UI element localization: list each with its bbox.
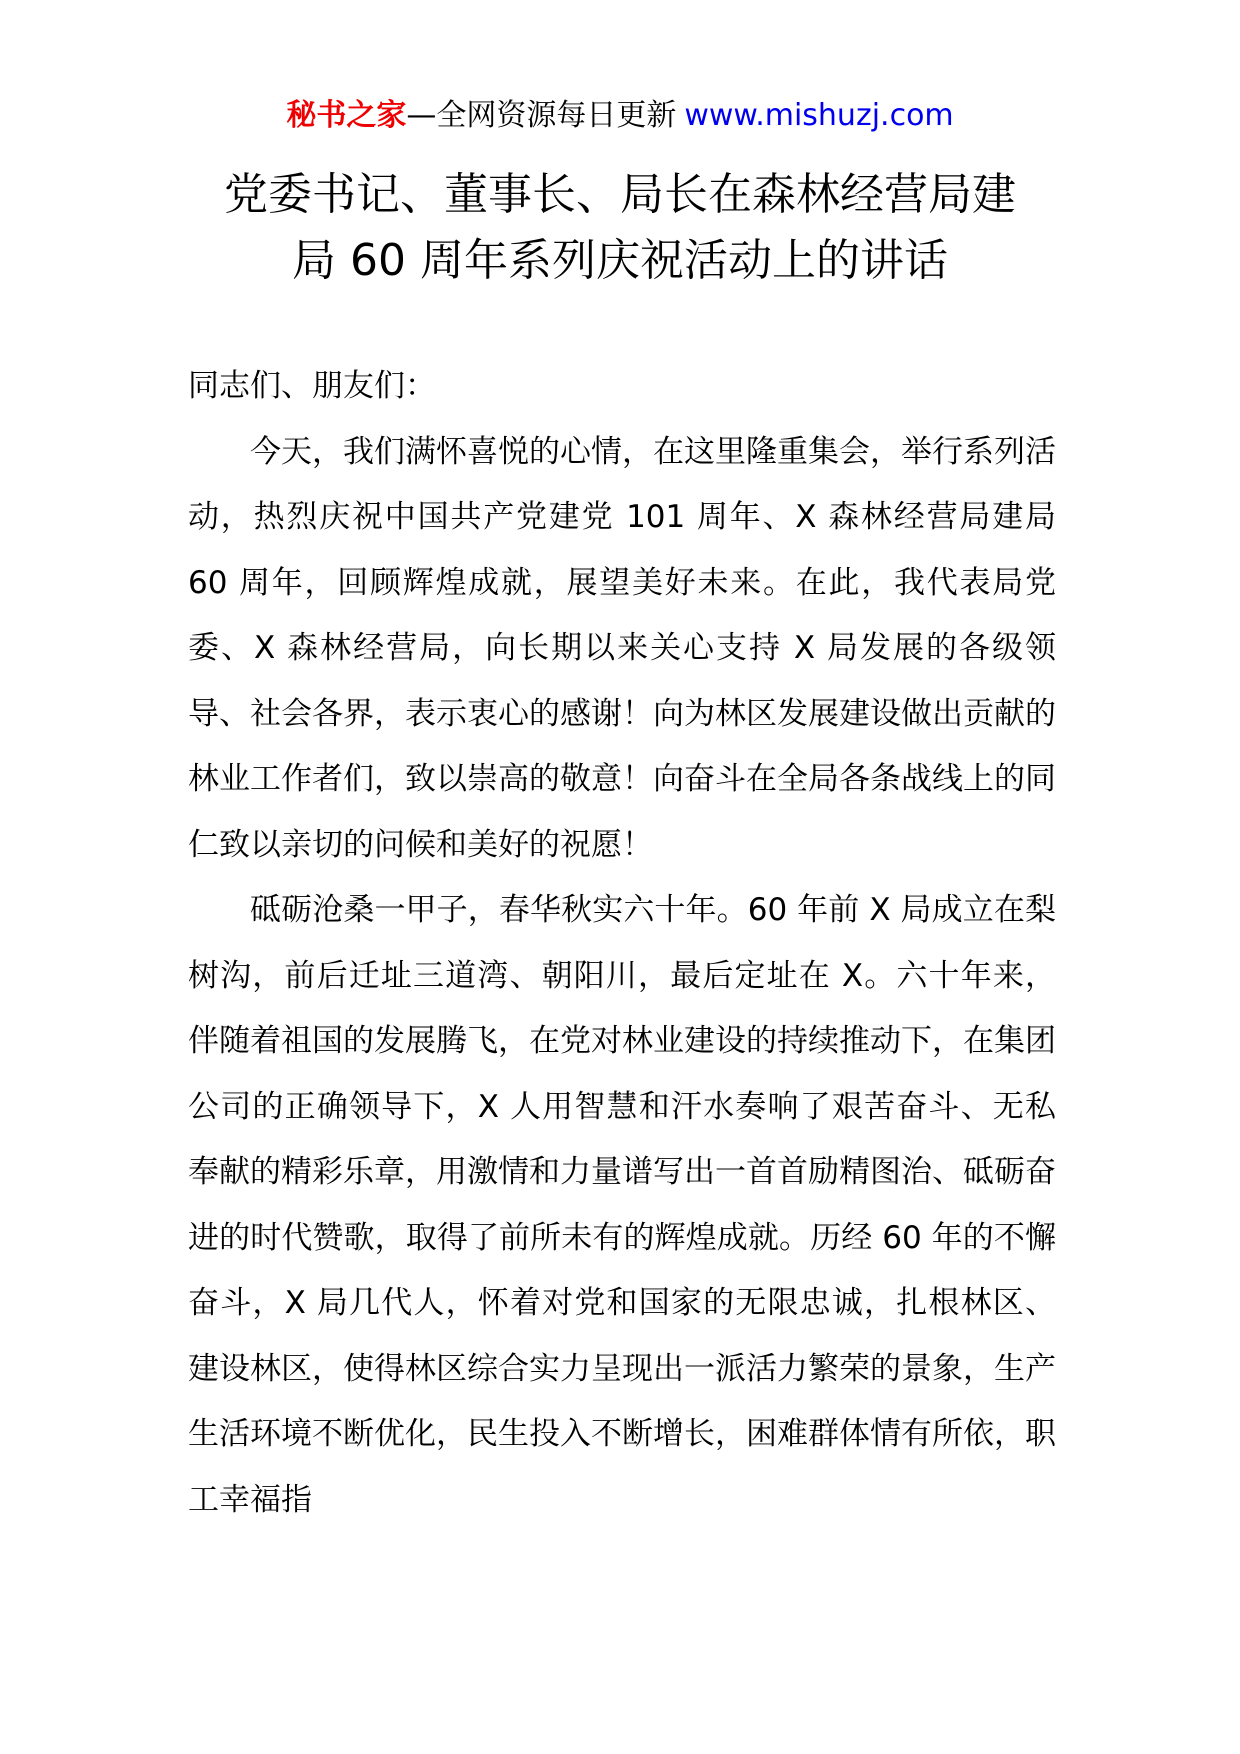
document-body xyxy=(188,354,1056,1533)
paragraph-2: 砥砺沧桑一甲子，春华秋实六十年。60 年前 X 局成立在梨树沟，前后迁址三道湾、朝阳川，最后定址在 X。六十年来，伴随着祖国的发展腾飞，在党对林业建设的持续推动下，在集团公司的正确领导下，X 人用智慧和汗水奏响了艰苦奋斗、无私奉献的精彩乐章，用激情和力量谱写出一首首励精图治、砥砺奋进的时代赞歌，取得了前所未有的辉煌成就。历经 60 年的不懈奋斗，X 局几代人，怀着对党和国家的无限忠诚，扎根林区、建设林区，使得林区综合实力呈现出一派活力繁荣的景象，生产生活环境不断优化，民生投入不断增长，困难群体情有所依，职工幸福指 xyxy=(188,892,1056,1518)
paragraph-1: 今天，我们满怀喜悦的心情，在这里隆重集会，举行系列活动，热烈庆祝中国共产党建党 101 周年、X 森林经营局建局 60 周年，回顾辉煌成就，展望美好未来。在此，我代表局党委、X 森林经营局，向长期以来关心支持 X 局发展的各级领导、社会各界，表示衷心的感谢！向为林区发展建设做出贡献的林业工作者们，致以崇高的敬意！向奋斗在全局各条战线上的同仁致以亲切的问候和美好的祝愿！ xyxy=(188,433,1056,863)
site-url-link[interactable]: www.mishuzj.com xyxy=(684,98,954,133)
title-line-2: 局 60 周年系列庆祝活动上的讲话 xyxy=(292,235,948,286)
site-name: 秘书之家 xyxy=(286,98,407,133)
title-line-1: 党委书记、董事长、局长在森林经营局建 xyxy=(224,169,1016,220)
document-title xyxy=(150,162,1090,294)
salutation: 同志们、朋友们： xyxy=(188,368,436,404)
site-tagline: —全网资源每日更新 xyxy=(406,98,677,133)
site-header xyxy=(0,96,1240,136)
